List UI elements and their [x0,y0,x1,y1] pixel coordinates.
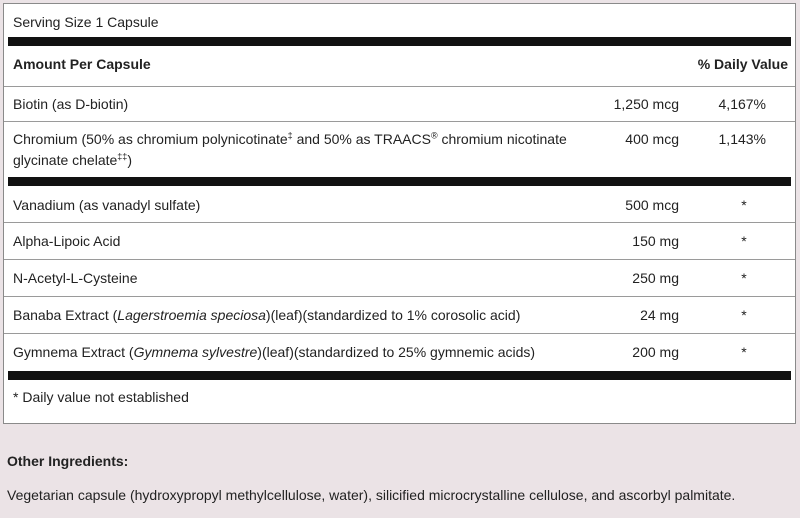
nutrient-amount: 250 mg [632,270,679,286]
nutrient-amount: 200 mg [632,344,679,360]
nutrient-dv: 1,143% [718,131,766,147]
name-part: glycinate chelate [13,152,118,168]
latin-name: Lagerstroemia speciosa [117,307,266,323]
name-part: Chromium (50% as chromium polynicotinate [13,131,288,147]
serving-size: Serving Size 1 Capsule [13,14,159,30]
thick-divider [8,37,791,46]
name-part: )(leaf)(standardized to 25% gymnemic acids) [257,344,536,360]
nutrient-amount: 1,250 mcg [613,96,679,112]
name-part: Gymnema Extract ( [13,344,134,360]
registered-mark: ® [430,130,438,141]
thick-divider [8,371,791,380]
table-row [4,223,795,260]
nutrient-amount: 150 mg [632,233,679,249]
nutrient-dv: * [741,197,747,213]
nutrient-name: Biotin (as D-biotin) [13,96,129,112]
nutrient-name: Alpha-Lipoic Acid [13,233,121,249]
name-part: chromium nicotinate [437,131,567,147]
nutrient-name: Vanadium (as vanadyl sulfate) [13,197,201,213]
nutrient-amount: 400 mcg [625,131,679,147]
name-part: Banaba Extract ( [13,307,118,323]
table-row [4,186,795,223]
table-row [4,87,795,122]
footnote-mark: ‡‡ [117,151,128,162]
name-part: and 50% as TRAACS [292,131,431,147]
nutrient-amount: 500 mcg [625,197,679,213]
table-row [4,334,795,370]
nutrient-dv: * [741,270,747,286]
nutrient-name-cont [13,152,132,168]
nutrient-name [13,344,535,360]
latin-name: Gymnema sylvestre [133,344,258,360]
nutrient-dv: * [741,344,747,360]
footnote: * Daily value not established [13,389,189,405]
name-part: ) [127,152,132,168]
supplement-facts-panel [3,3,796,424]
table-header [4,46,795,87]
name-part: )(leaf)(standardized to 1% corosolic acid) [265,307,521,323]
other-ingredients-title: Other Ingredients: [7,453,129,469]
nutrient-dv: * [741,307,747,323]
nutrient-dv: * [741,233,747,249]
table-row [4,260,795,297]
table-row [4,122,795,176]
table-row [4,297,795,334]
nutrient-name [13,131,567,147]
other-ingredients-text: Vegetarian capsule (hydroxypropyl methylcellulose, water), silicified microcrystalline cellulose, and ascorbyl palmitate. [7,487,736,503]
nutrient-dv: 4,167% [718,96,766,112]
thick-divider [8,177,791,186]
amount-per-capsule-label: Amount Per Capsule [13,56,151,72]
footnote-mark: ‡ [287,130,293,141]
nutrient-amount: 24 mg [640,307,679,323]
nutrient-name: N-Acetyl-L-Cysteine [13,270,138,286]
nutrient-name [13,307,520,323]
daily-value-label: % Daily Value [697,56,788,72]
